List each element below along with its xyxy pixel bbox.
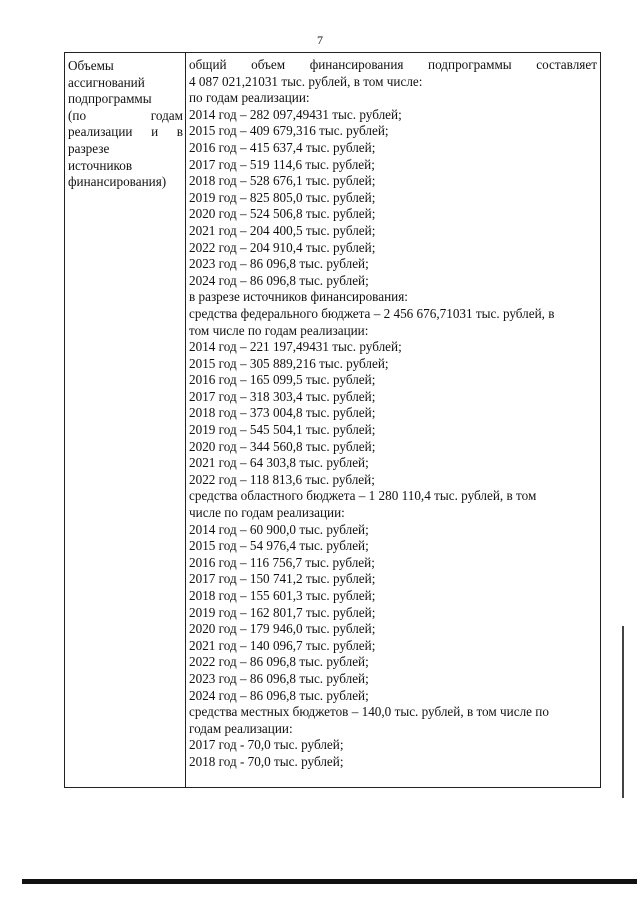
page-number: 7: [317, 33, 323, 47]
federal-by-year-list: [189, 339, 597, 488]
year-line: 2023 год – 86 096,8 тыс. рублей;: [189, 670, 369, 686]
intro-word: общий: [189, 57, 227, 72]
intro-word: финансирования: [309, 57, 404, 72]
year-line: 2024 год – 86 096,8 тыс. рублей;: [189, 272, 369, 288]
intro-word: подпрограммы: [428, 57, 512, 72]
by-years-label: по годам реализации:: [189, 90, 310, 106]
regional-budget-heading: числе по годам реализации:: [189, 505, 345, 521]
label-word: (по: [68, 107, 87, 123]
label-line: финансирования): [68, 174, 167, 190]
year-line: 2022 год – 118 813,6 тыс. рублей;: [189, 471, 375, 487]
label-line: ассигнований: [68, 74, 145, 90]
label-line: источников: [68, 157, 133, 173]
year-line: 2019 год – 162 801,7 тыс. рублей;: [189, 604, 376, 620]
year-line: 2021 год – 140 096,7 тыс. рублей;: [189, 637, 376, 653]
year-line: 2022 год – 86 096,8 тыс. рублей;: [189, 654, 369, 670]
bottom-scan-border: [22, 879, 637, 884]
year-line: 2022 год – 204 910,4 тыс. рублей;: [189, 239, 376, 255]
year-line: 2023 год – 86 096,8 тыс. рублей;: [189, 256, 369, 272]
regional-budget-heading: средства областного бюджета – 1 280 110,4 тыс. рублей, в том: [189, 488, 537, 504]
year-line: 2020 год – 344 560,8 тыс. рублей;: [189, 438, 376, 454]
year-line: 2018 год – 373 004,8 тыс. рублей;: [189, 405, 376, 421]
federal-budget-heading: средства федерального бюджета – 2 456 676,71031 тыс. рублей, в: [189, 305, 555, 321]
total-by-year-list: [189, 107, 597, 290]
year-line: 2017 год – 519 114,6 тыс. рублей;: [189, 156, 375, 172]
year-line: 2015 год – 409 679,316 тыс. рублей;: [189, 123, 389, 139]
year-line: 2017 год – 150 741,2 тыс. рублей;: [189, 571, 376, 587]
year-line: 2017 год – 318 303,4 тыс. рублей;: [189, 388, 376, 404]
label-word: в: [176, 124, 183, 140]
intro-line: [189, 57, 597, 74]
year-line: 2024 год – 86 096,8 тыс. рублей;: [189, 687, 369, 703]
year-line: 2020 год – 524 506,8 тыс. рублей;: [189, 206, 376, 222]
year-line: 2018 год - 70,0 тыс. рублей;: [189, 753, 344, 769]
year-line: 2016 год – 116 756,7 тыс. рублей;: [189, 554, 375, 570]
regional-by-year-list: [189, 522, 597, 705]
intro-line: 4 087 021,21031 тыс. рублей, в том числе:: [189, 73, 423, 89]
local-budget-heading: годам реализации:: [189, 720, 293, 736]
year-line: 2014 год – 282 097,49431 тыс. рублей;: [189, 106, 402, 122]
year-line: 2021 год – 64 303,8 тыс. рублей;: [189, 455, 369, 471]
label-word: и: [151, 124, 159, 140]
year-line: 2015 год – 305 889,216 тыс. рублей;: [189, 355, 389, 371]
year-line: 2014 год – 60 900,0 тыс. рублей;: [189, 521, 369, 537]
intro-word: составляет: [536, 57, 597, 72]
year-line: 2021 год – 204 400,5 тыс. рублей;: [189, 222, 376, 238]
label-word: реализации: [68, 124, 133, 140]
funding-content-cell: [186, 53, 600, 787]
funding-label-cell: [65, 53, 186, 787]
year-line: 2014 год – 221 197,49431 тыс. рублей;: [189, 339, 402, 355]
label-line: [68, 108, 183, 125]
local-by-year-list: [189, 737, 597, 770]
year-line: 2017 год - 70,0 тыс. рублей;: [189, 737, 344, 753]
label-line: подпрограммы: [68, 91, 152, 107]
label-line: Объемы: [68, 58, 114, 73]
year-line: 2019 год – 825 805,0 тыс. рублей;: [189, 189, 376, 205]
year-line: 2015 год – 54 976,4 тыс. рублей;: [189, 538, 369, 554]
label-line: [68, 124, 183, 141]
label-word: годам: [150, 107, 183, 123]
local-budget-heading: средства местных бюджетов – 140,0 тыс. рублей, в том числе по: [189, 704, 549, 720]
year-line: 2019 год – 545 504,1 тыс. рублей;: [189, 422, 376, 438]
intro-word: объем: [251, 57, 286, 72]
year-line: 2018 год – 528 676,1 тыс. рублей;: [189, 173, 376, 189]
federal-budget-heading: том числе по годам реализации:: [189, 322, 369, 338]
funding-table: [64, 52, 601, 788]
label-line: разрезе: [68, 140, 110, 156]
year-line: 2016 год – 165 099,5 тыс. рублей;: [189, 372, 376, 388]
scan-edge-mark: [622, 626, 624, 798]
year-line: 2018 год – 155 601,3 тыс. рублей;: [189, 588, 376, 603]
year-line: 2020 год – 179 946,0 тыс. рублей;: [189, 621, 376, 637]
year-line: 2016 год – 415 637,4 тыс. рублей;: [189, 139, 376, 155]
by-sources-label: в разрезе источников финансирования:: [189, 289, 408, 305]
